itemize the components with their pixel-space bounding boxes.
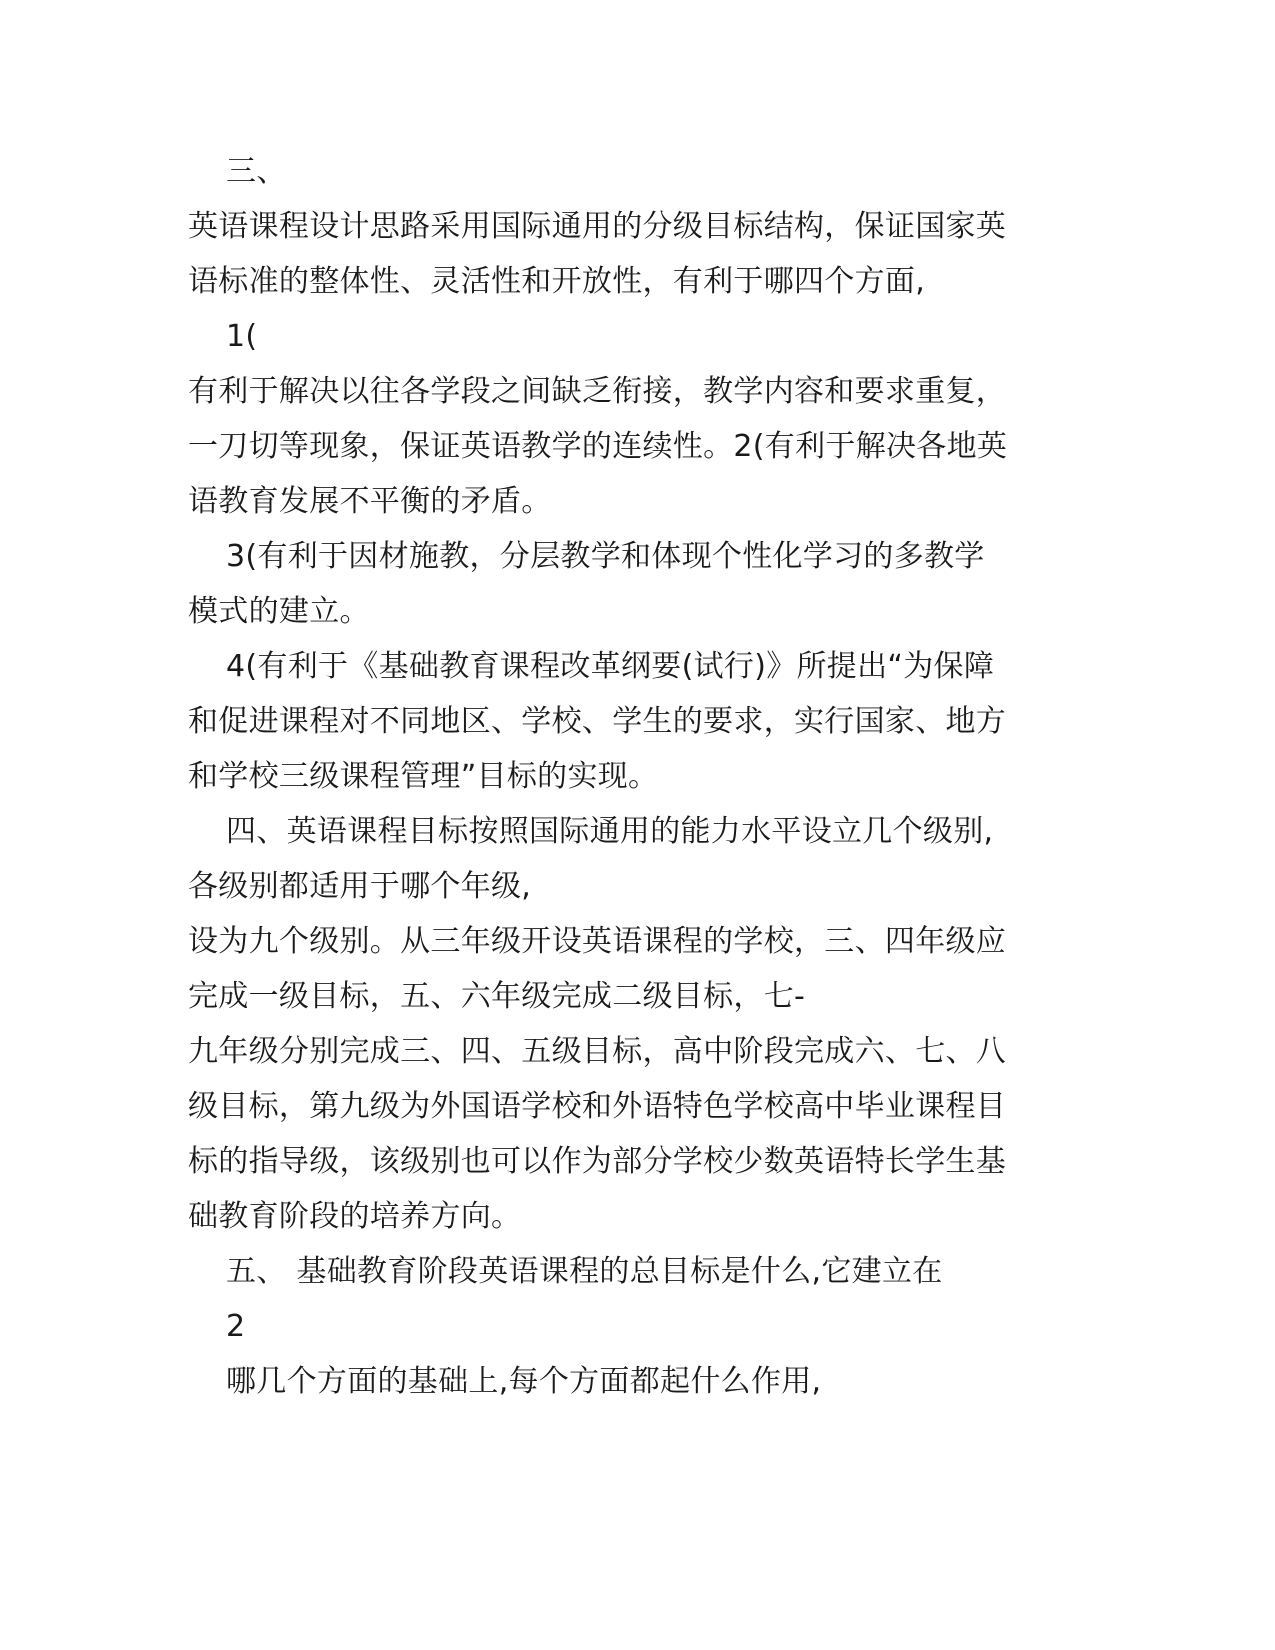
page-number: 2 [226,1309,246,1344]
paragraph-line: 九年级分别完成三、四、五级目标，高中阶段完成六、七、八 [188,1034,1007,1069]
paragraph-line: 语教育发展不平衡的矛盾。 [188,484,552,519]
paragraph-line: 完成一级目标，五、六年级完成二级目标，七- [188,979,806,1014]
paragraph-line: 一刀切等现象，保证英语教学的连续性。2(有利于解决各地英 [188,429,1008,464]
paragraph-line: 哪几个方面的基础上,每个方面都起什么作用, [226,1364,822,1399]
paragraph-line: 标的指导级，该级别也可以作为部分学校少数英语特长学生基 [188,1144,1007,1179]
paragraph-line: 和学校三级课程管理”目标的实现。 [188,759,659,794]
paragraph-line: 英语课程设计思路采用国际通用的分级目标结构，保证国家英 [188,209,1007,244]
paragraph-line: 有利于解决以往各学段之间缺乏衔接，教学内容和要求重复， [188,374,1007,409]
paragraph-line: 3(有利于因材施教，分层教学和体现个性化学习的多教学 [226,539,985,574]
paragraph-line: 4(有利于《基础教育课程改革纲要(试行)》所提出“为保障 [226,649,995,684]
section-heading-4: 四、英语课程目标按照国际通用的能力水平设立几个级别, [226,814,994,849]
section-heading-3: 三、 [226,154,287,189]
list-marker: 1( [226,319,258,354]
section-heading-5: 五、 基础教育阶段英语课程的总目标是什么,它建立在 [226,1254,943,1289]
paragraph-line: 础教育阶段的培养方向。 [188,1199,522,1234]
paragraph-line: 级目标，第九级为外国语学校和外语特色学校高中毕业课程目 [188,1089,1007,1124]
paragraph-line: 和促进课程对不同地区、学校、学生的要求，实行国家、地方 [188,704,1007,739]
paragraph-line: 语标准的整体性、灵活性和开放性，有利于哪四个方面, [188,264,926,299]
paragraph-line: 模式的建立。 [188,594,370,629]
paragraph-line: 各级别都适用于哪个年级, [188,869,532,904]
paragraph-line: 设为九个级别。从三年级开设英语课程的学校，三、四年级应 [188,924,1007,959]
